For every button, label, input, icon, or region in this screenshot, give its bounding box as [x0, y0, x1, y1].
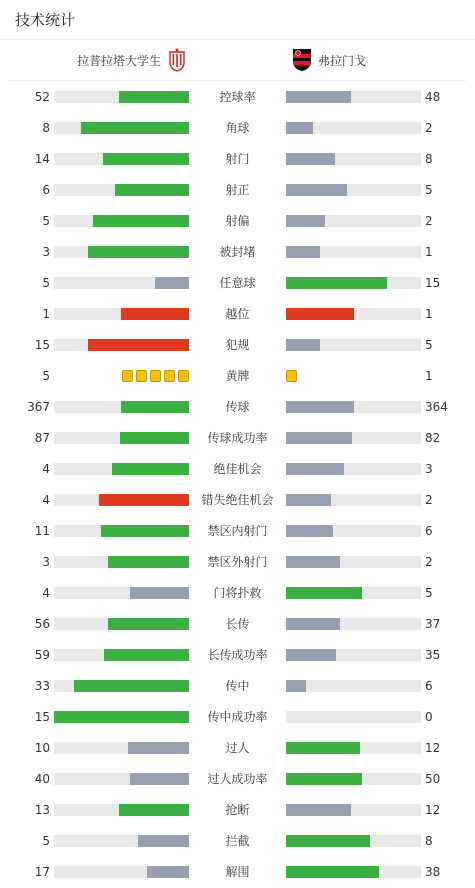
away-stat-bar [286, 308, 421, 320]
away-stat-value: 8 [425, 152, 433, 166]
away-stat-bar [286, 339, 421, 351]
home-stat-value: 3 [42, 555, 50, 569]
away-stat-bar [286, 680, 421, 692]
stat-row [0, 242, 475, 262]
away-stat-bar [286, 494, 421, 506]
stat-row [0, 707, 475, 727]
away-stat-bar [286, 711, 421, 723]
away-stat-value: 15 [425, 276, 441, 290]
away-stat-value: 3 [425, 462, 433, 476]
yellow-card-icon [136, 370, 147, 382]
away-stat-value: 2 [425, 121, 433, 135]
stat-label: 禁区外射门 [207, 555, 268, 569]
stat-row [0, 149, 475, 169]
yellow-card-icon [122, 370, 133, 382]
home-stat-bar [54, 122, 189, 134]
away-team-name: 弗拉门戈 [318, 53, 367, 68]
home-stat-bar-fill [121, 308, 189, 320]
home-stat-value: 52 [34, 90, 50, 104]
away-stat-value: 12 [425, 741, 441, 755]
home-stat-bar [54, 649, 189, 661]
stat-label: 传球 [225, 400, 250, 414]
home-stat-bar [54, 711, 189, 723]
home-stat-value: 17 [34, 865, 50, 879]
away-stat-value: 2 [425, 493, 433, 507]
away-stat-bar-fill [286, 742, 360, 754]
away-stat-bar [286, 587, 421, 599]
away-stat-bar [286, 91, 421, 103]
away-stat-bar-fill [286, 556, 340, 568]
stat-row [0, 583, 475, 603]
home-yellow-cards [122, 370, 189, 382]
stat-label: 错失绝佳机会 [201, 493, 274, 507]
away-stat-value: 48 [425, 90, 441, 104]
away-stat-bar-fill [286, 463, 344, 475]
stat-row [0, 800, 475, 820]
stat-row [0, 273, 475, 293]
home-stat-bar [54, 556, 189, 568]
away-stat-value: 5 [425, 338, 433, 352]
away-stat-value: 12 [425, 803, 441, 817]
home-stat-value: 10 [34, 741, 50, 755]
stat-row [0, 738, 475, 758]
home-stat-bar-fill [138, 835, 189, 847]
home-stat-value: 5 [42, 276, 50, 290]
stat-row [0, 521, 475, 541]
stat-row [0, 397, 475, 417]
home-stat-value: 367 [27, 400, 50, 414]
stat-label: 传中 [225, 679, 250, 693]
away-stat-bar-fill [286, 866, 379, 878]
home-stat-bar-fill [121, 401, 189, 413]
home-stat-bar-fill [93, 215, 189, 227]
stat-row [0, 118, 475, 138]
away-stat-value: 1 [425, 245, 433, 259]
away-stat-bar-fill [286, 494, 331, 506]
home-stat-value: 4 [42, 462, 50, 476]
away-stat-value: 0 [425, 710, 433, 724]
home-stat-bar-fill [104, 649, 189, 661]
home-stat-bar-fill [88, 339, 189, 351]
home-stat-value: 3 [42, 245, 50, 259]
home-stat-value: 87 [34, 431, 50, 445]
away-stat-bar [286, 742, 421, 754]
stat-label: 过人 [225, 741, 250, 755]
away-stat-bar-fill [286, 277, 387, 289]
home-stat-bar-fill [99, 494, 189, 506]
away-stat-value: 2 [425, 555, 433, 569]
stat-label: 过人成功率 [207, 772, 268, 786]
stat-label: 传球成功率 [207, 431, 268, 445]
away-stat-bar [286, 835, 421, 847]
stat-label: 控球率 [219, 90, 256, 104]
away-team[interactable] [292, 40, 366, 80]
away-stat-value: 38 [425, 865, 441, 879]
home-stat-value: 15 [34, 710, 50, 724]
away-stat-bar-fill [286, 308, 354, 320]
away-stat-bar-fill [286, 680, 306, 692]
stat-row [0, 552, 475, 572]
away-stat-bar-fill [286, 432, 352, 444]
home-stat-bar [54, 835, 189, 847]
stat-label: 射偏 [225, 214, 250, 228]
away-stat-bar [286, 804, 421, 816]
stat-label: 长传 [225, 617, 250, 631]
home-team-crest-icon [167, 48, 187, 72]
stat-label: 射正 [225, 183, 250, 197]
home-stat-bar-fill [74, 680, 189, 692]
home-stat-bar [54, 246, 189, 258]
away-stat-bar [286, 432, 421, 444]
stat-label: 犯规 [225, 338, 250, 352]
home-stat-value: 8 [42, 121, 50, 135]
home-stat-bar [54, 773, 189, 785]
home-stat-bar-fill [88, 246, 189, 258]
page-title: 技术统计 [0, 0, 475, 40]
home-stat-bar [54, 587, 189, 599]
stat-label: 传中成功率 [207, 710, 268, 724]
home-stat-value: 15 [34, 338, 50, 352]
away-stat-bar [286, 401, 421, 413]
away-stat-bar [286, 556, 421, 568]
away-stat-bar [286, 184, 421, 196]
home-stat-bar-fill [115, 184, 189, 196]
home-stat-bar [54, 277, 189, 289]
stat-label: 越位 [225, 307, 250, 321]
away-stat-bar-fill [286, 525, 333, 537]
home-stat-value: 4 [42, 586, 50, 600]
home-stat-bar [54, 215, 189, 227]
away-stat-bar [286, 122, 421, 134]
home-stat-value: 56 [34, 617, 50, 631]
away-stat-bar [286, 649, 421, 661]
home-stat-bar-fill [108, 618, 189, 630]
stat-label: 角球 [225, 121, 250, 135]
home-stat-bar [54, 866, 189, 878]
away-stat-bar-fill [286, 401, 354, 413]
away-stat-bar-fill [286, 339, 320, 351]
home-stat-value: 1 [42, 307, 50, 321]
yellow-card-icon [178, 370, 189, 382]
home-stat-bar-fill [101, 525, 189, 537]
stat-label: 禁区内射门 [207, 524, 268, 538]
stat-label: 被封堵 [219, 245, 256, 259]
stat-row [0, 769, 475, 789]
stat-row [0, 676, 475, 696]
home-stat-bar-fill [81, 122, 189, 134]
yellow-card-icon [150, 370, 161, 382]
away-stat-value: 5 [425, 183, 433, 197]
away-stat-bar-fill [286, 835, 370, 847]
home-stat-bar-fill [128, 742, 189, 754]
home-stat-bar [54, 680, 189, 692]
home-stat-value: 11 [34, 524, 50, 538]
away-stat-value: 1 [425, 369, 433, 383]
home-stat-value: 33 [34, 679, 50, 693]
away-stat-value: 82 [425, 431, 441, 445]
home-stat-value: 13 [34, 803, 50, 817]
away-team-crest-icon [292, 48, 312, 72]
home-stat-bar-fill [103, 153, 189, 165]
stat-row [0, 211, 475, 231]
away-stat-bar-fill [286, 184, 347, 196]
away-stat-value: 6 [425, 679, 433, 693]
home-stat-value: 59 [34, 648, 50, 662]
yellow-card-icon [286, 370, 297, 382]
away-stat-value: 35 [425, 648, 441, 662]
away-stat-bar [286, 463, 421, 475]
stat-row [0, 366, 475, 386]
away-stat-value: 2 [425, 214, 433, 228]
stat-row [0, 459, 475, 479]
away-stat-bar [286, 246, 421, 258]
home-stat-bar [54, 463, 189, 475]
home-stat-value: 5 [42, 834, 50, 848]
away-stat-value: 50 [425, 772, 441, 786]
stat-row [0, 304, 475, 324]
home-stat-bar [54, 401, 189, 413]
home-stat-value: 14 [34, 152, 50, 166]
away-stat-bar-fill [286, 804, 351, 816]
away-stat-bar-fill [286, 122, 313, 134]
away-stat-bar [286, 277, 421, 289]
home-stat-value: 4 [42, 493, 50, 507]
stat-label: 黄牌 [225, 369, 250, 383]
teams-header [9, 40, 466, 81]
home-stat-value: 6 [42, 183, 50, 197]
away-stat-bar-fill [286, 649, 336, 661]
home-stat-bar [54, 742, 189, 754]
away-stat-value: 1 [425, 307, 433, 321]
away-stat-bar-fill [286, 246, 320, 258]
home-stat-bar [54, 308, 189, 320]
away-stat-bar-fill [286, 773, 362, 785]
stat-row [0, 335, 475, 355]
away-stat-bar-fill [286, 153, 335, 165]
away-stat-bar-fill [286, 587, 362, 599]
home-stat-bar-fill [54, 711, 189, 723]
home-stat-bar-fill [119, 91, 189, 103]
home-stat-bar [54, 525, 189, 537]
stat-label: 解围 [225, 865, 250, 879]
home-stat-bar-fill [112, 463, 189, 475]
home-stat-bar-fill [120, 432, 189, 444]
home-stat-value: 40 [34, 772, 50, 786]
home-stat-bar [54, 432, 189, 444]
stat-label: 抢断 [225, 803, 250, 817]
stat-label: 门将扑救 [213, 586, 262, 600]
home-stat-bar [54, 91, 189, 103]
away-stat-bar [286, 525, 421, 537]
stat-label: 长传成功率 [207, 648, 268, 662]
home-stat-bar-fill [155, 277, 189, 289]
home-stat-bar [54, 339, 189, 351]
stat-row [0, 645, 475, 665]
home-stat-bar [54, 804, 189, 816]
away-stat-value: 5 [425, 586, 433, 600]
yellow-card-icon [164, 370, 175, 382]
stat-label: 射门 [225, 152, 250, 166]
away-stat-bar-fill [286, 618, 340, 630]
away-stat-bar [286, 153, 421, 165]
home-stat-bar [54, 618, 189, 630]
home-stat-bar [54, 184, 189, 196]
home-team[interactable] [77, 40, 187, 80]
stat-row [0, 614, 475, 634]
home-stat-bar [54, 153, 189, 165]
stat-row [0, 428, 475, 448]
stat-row [0, 490, 475, 510]
away-stat-value: 37 [425, 617, 441, 631]
home-stat-bar-fill [119, 804, 189, 816]
home-stat-bar-fill [130, 773, 189, 785]
stat-label: 绝佳机会 [213, 462, 262, 476]
stat-label: 拦截 [225, 834, 250, 848]
home-stat-bar-fill [147, 866, 189, 878]
home-stat-bar [54, 494, 189, 506]
away-stat-value: 8 [425, 834, 433, 848]
stat-row [0, 180, 475, 200]
away-stat-bar-fill [286, 91, 351, 103]
stat-row [0, 831, 475, 851]
away-yellow-cards [286, 370, 297, 382]
away-stat-value: 6 [425, 524, 433, 538]
away-stat-value: 364 [425, 400, 448, 414]
home-stat-bar-fill [130, 587, 189, 599]
home-team-name: 拉普拉塔大学生 [77, 53, 162, 68]
away-stat-bar [286, 618, 421, 630]
away-stat-bar-fill [286, 215, 325, 227]
stat-label: 任意球 [219, 276, 256, 290]
away-stat-bar [286, 773, 421, 785]
home-stat-value: 5 [42, 214, 50, 228]
away-stat-bar [286, 215, 421, 227]
stat-row [0, 87, 475, 107]
away-stat-bar [286, 866, 421, 878]
home-stat-bar-fill [108, 556, 189, 568]
home-stat-value: 5 [42, 369, 50, 383]
stat-row [0, 862, 475, 882]
